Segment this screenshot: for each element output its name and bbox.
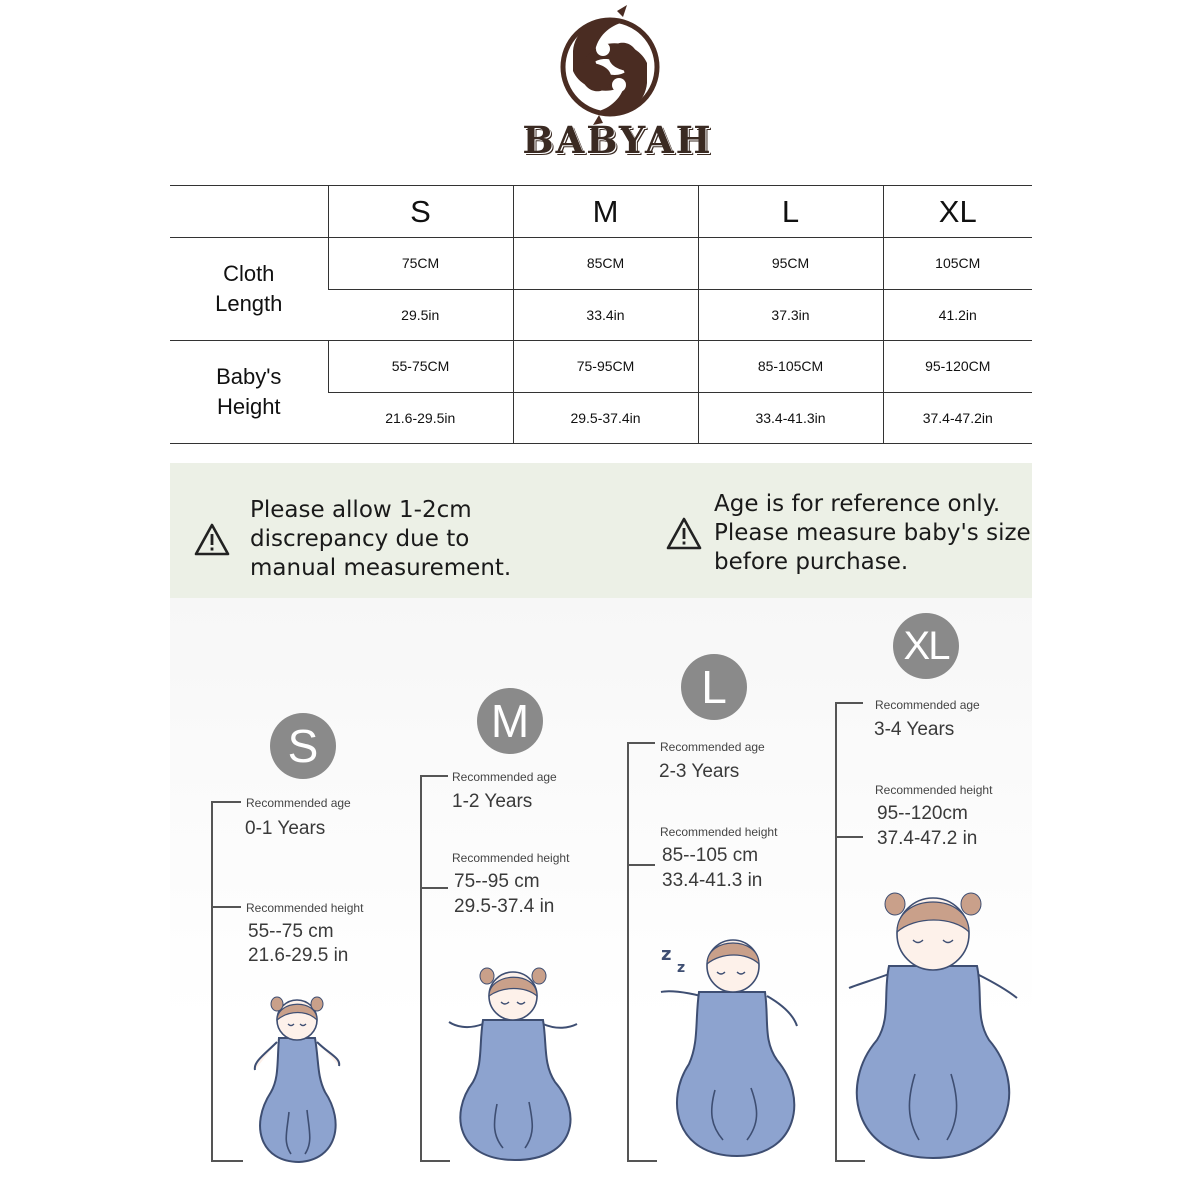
table-header-size: L: [698, 186, 883, 238]
notice-text: Please allow 1-2cm discrepancy due to manual measurement.: [250, 497, 512, 581]
baby-sleep-sack-s-illustration: [247, 992, 347, 1164]
table-cell: 37.3in: [698, 289, 883, 341]
recommended-height-cm: 95--120cm: [877, 803, 968, 824]
bracket-tick: [627, 742, 655, 744]
size-badge-xl: XL: [893, 613, 959, 679]
bracket-tick: [420, 887, 448, 889]
row-label-baby-height: Baby's Height: [170, 341, 328, 444]
recommended-age-value: 2-3 Years: [659, 761, 740, 782]
bracket-tick: [627, 864, 655, 866]
table-header-size: XL: [883, 186, 1032, 238]
table-header-row: [170, 186, 1032, 238]
size-badge-s: S: [270, 713, 336, 779]
table-cell: 37.4-47.2in: [883, 392, 1032, 444]
table-cell: 29.5in: [328, 289, 513, 341]
table-cell: 95CM: [698, 238, 883, 290]
babyah-logo-icon: [555, 5, 665, 125]
table-cell: 85-105CM: [698, 341, 883, 393]
recommended-age-value: 0-1 Years: [245, 818, 326, 839]
height-bracket: [211, 801, 213, 1162]
row-label-cloth-length: Cloth Length: [170, 238, 328, 341]
recommended-age-label: Recommended age: [452, 770, 557, 784]
recommended-age-value: 3-4 Years: [874, 719, 955, 740]
bracket-tick: [835, 836, 863, 838]
recommended-age-label: Recommended age: [246, 796, 351, 810]
table-cell: 33.4in: [513, 289, 698, 341]
recommended-age-label: Recommended age: [660, 740, 765, 754]
recommended-age-label: Recommended age: [875, 698, 980, 712]
recommended-age-value: 1-2 Years: [452, 791, 533, 812]
table-cell: 75-95CM: [513, 341, 698, 393]
svg-text:z: z: [677, 960, 686, 976]
bracket-tick: [420, 775, 448, 777]
table-cell: 29.5-37.4in: [513, 392, 698, 444]
svg-text:z: z: [661, 944, 672, 965]
table-cell: 55-75CM: [328, 341, 513, 393]
bracket-tick: [627, 1160, 657, 1162]
notice-age-reference: [666, 490, 1031, 577]
table-row: [170, 238, 1032, 290]
notice-measurement: [194, 496, 511, 583]
table-row: [170, 341, 1032, 393]
height-bracket: [835, 702, 837, 1162]
size-table: [170, 185, 1032, 444]
recommended-height-label: Recommended height: [660, 825, 778, 839]
recommended-height-label: Recommended height: [875, 783, 993, 797]
table-header-blank: [170, 186, 328, 238]
baby-sleep-sack-xl-illustration: [845, 884, 1021, 1162]
recommended-height-in: 37.4-47.2 in: [877, 828, 978, 849]
warning-triangle-icon: [666, 517, 702, 551]
height-bracket: [420, 775, 422, 1162]
recommended-height-in: 33.4-41.3 in: [662, 870, 763, 891]
table-header-size: S: [328, 186, 513, 238]
table-cell: 21.6-29.5in: [328, 392, 513, 444]
table-cell: 33.4-41.3in: [698, 392, 883, 444]
table-cell: 95-120CM: [883, 341, 1032, 393]
recommended-height-in: 29.5-37.4 in: [454, 896, 555, 917]
recommended-height-cm: 55--75 cm: [248, 921, 334, 942]
baby-sleep-sack-m-illustration: [443, 964, 583, 1164]
bracket-tick: [211, 906, 241, 908]
notice-text: Age is for reference only. Please measure baby's size before purchase.: [714, 491, 1031, 575]
brand-name: BABYAH: [522, 118, 713, 162]
size-badge-l: L: [681, 654, 747, 720]
recommended-height-cm: 85--105 cm: [662, 845, 759, 866]
height-bracket: [627, 742, 629, 1162]
baby-sleep-sack-l-illustration: [655, 930, 815, 1162]
bracket-tick: [835, 702, 863, 704]
table-cell: 105CM: [883, 238, 1032, 290]
size-badge-m: M: [477, 688, 543, 754]
warning-triangle-icon: [194, 523, 230, 557]
table-cell: 85CM: [513, 238, 698, 290]
recommended-height-label: Recommended height: [452, 851, 570, 865]
table-cell: 41.2in: [883, 289, 1032, 341]
table-header-size: M: [513, 186, 698, 238]
table-cell: 75CM: [328, 238, 513, 290]
recommended-height-label: Recommended height: [246, 901, 364, 915]
recommended-height-in: 21.6-29.5 in: [248, 945, 349, 966]
bracket-tick: [211, 1160, 243, 1162]
recommended-height-cm: 75--95 cm: [454, 871, 540, 892]
bracket-tick: [211, 801, 241, 803]
